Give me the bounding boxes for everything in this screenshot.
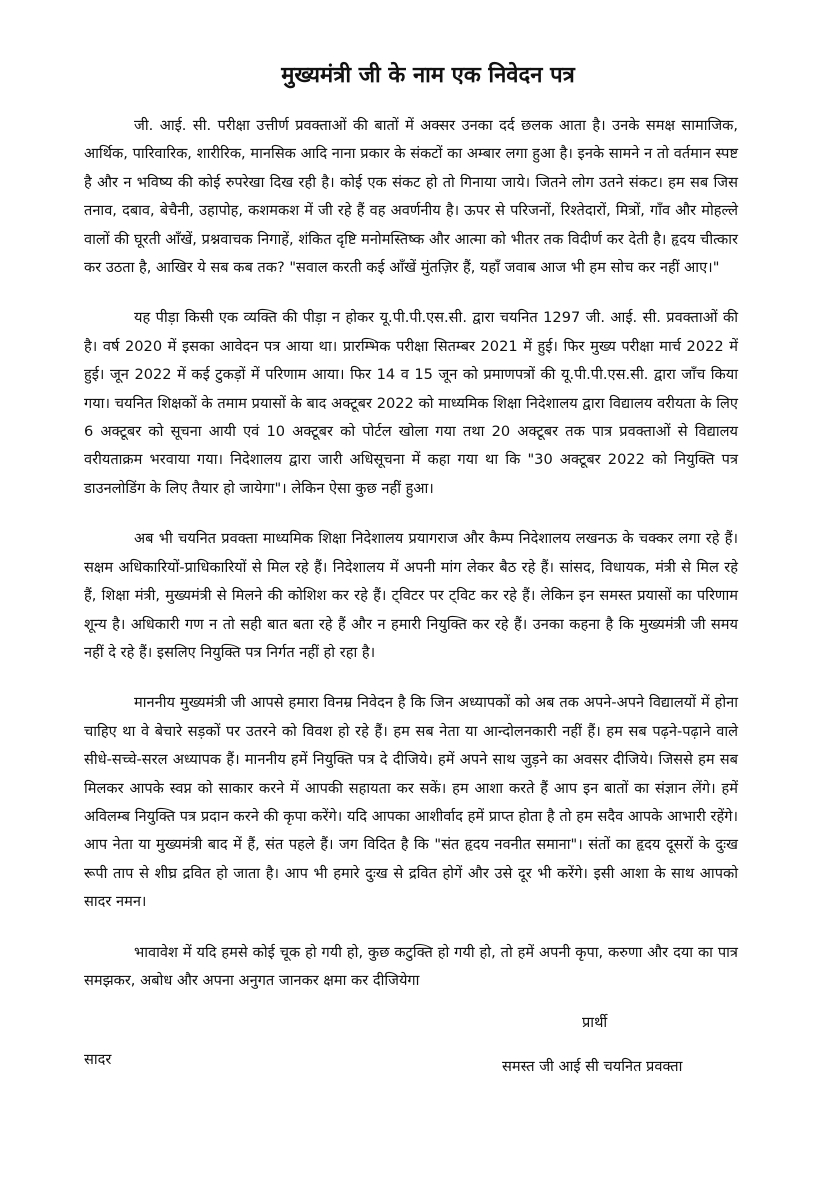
paragraph-1: जी. आई. सी. परीक्षा उत्तीर्ण प्रवक्ताओं की बातों में अक्सर उनका दर्द छलक आता है। उनके समक्ष सामाजिक, आर्थिक, पारिवारिक, शारीरिक, मानसिक आदि नाना प्रकार के संकटों का अम्बार लगा हुआ है। इनके सामने न तो वर्तमान स्पष्ट है और न भविष्य की कोई रुपरेखा दिख रही है। कोई एक संकट हो तो गिनाया जाये। जितने लोग उतने संकट। हम सब जिस तनाव, दबाव, बेचैनी, उहापोह, कशमकश में जी रहे हैं वह अवर्णनीय है। ऊपर से परिजनों, रिश्तेदारों, मित्रों, गाँव और मोहल्ले वालों की घूरती आँखें, प्रश्नवाचक निगाहें, शंकित दृष्टि मनोमस्तिष्क और आत्मा को भीतर तक विदीर्ण कर देती है। हृदय चीत्कार कर उठता है, आखिर ये सब कब तक? "सवाल करती कई आँखें मुंतज़िर हैं, यहाँ जवाब आज भी हम सोच कर नहीं आए।" xyxy=(84,117,738,277)
signature-org: समस्त जी आई सी चयनित प्रवक्ता xyxy=(502,1058,683,1075)
signature-block xyxy=(84,1010,738,1080)
paragraph-3: अब भी चयनित प्रवक्ता माध्यमिक शिक्षा निदेशालय प्रयागराज और कैम्प निदेशालय लखनऊ के चक्कर लगा रहे हैं। सक्षम अधिकारियों-प्राधिकारियों से मिल रहे हैं। निदेशालय में अपनी मांग लेकर बैठ रहे हैं। सांसद, विधायक, मंत्री से मिल रहे हैं, शिक्षा मंत्री, मुख्यमंत्री से मिलने की कोशिश कर रहे हैं। ट्विटर पर ट्विट कर रहे हैं। लेकिन इन समस्त प्रयासों का परिणाम शून्य है। अधिकारी गण न तो सही बात बता रहे हैं और न हमारी नियुक्ति कर रहे हैं। उनका कहना है कि मुख्यमंत्री जी समय नहीं दे रहे हैं। इसलिए नियुक्ति पत्र निर्गत नहीं हो रहा है। xyxy=(84,530,738,661)
paragraph-5: भावावेश में यदि हमसे कोई चूक हो गयी हो, कुछ कटुक्ति हो गयी हो, तो हमें अपनी कृपा, करुणा और दया का पात्र समझकर, अबोध और अपना अनुगत जानकर क्षमा कर दीजियेगा xyxy=(84,943,738,989)
letter-title: मुख्यमंत्री जी के नाम एक निवेदन पत्र xyxy=(281,63,575,88)
paragraph-2: यह पीड़ा किसी एक व्यक्ति की पीड़ा न होकर यू.पी.पी.एस.सी. द्वारा चयनित 1297 जी. आई. सी. प्रवक्ताओं की है। वर्ष 2020 में इसका आवेदन पत्र आया था। प्रारम्भिक परीक्षा सितम्बर 2021 में हुई। फिर मुख्य परीक्षा मार्च 2022 में हुई। जून 2022 में कई टुकड़ों में परिणाम आया। फिर 14 व 15 जून को प्रमाणपत्रों की यू.पी.पी.एस.सी. द्वारा जाँच किया गया। चयनित शिक्षकों के तमाम प्रयासों के बाद अक्टूबर 2022 को माध्यमिक शिक्षा निदेशालय द्वारा विद्यालय वरीयता के लिए 6 अक्टूबर को सूचना आयी एवं 10 अक्टूबर को पोर्टल खोला गया तथा 20 अक्टूबर तक पात्र प्रवक्ताओं से विद्यालय वरीयताक्रम भरवाया गया। निदेशालय द्वारा जारी अधिसूचना में कहा गया था कि "30 अक्टूबर 2022 को नियुक्ति पत्र डाउनलोडिंग के लिए तैयार हो जायेगा"। लेकिन ऐसा कुछ नहीं हुआ। xyxy=(84,309,738,497)
signature-label: प्रार्थी xyxy=(582,1014,608,1031)
paragraph-4: माननीय मुख्यमंत्री जी आपसे हमारा विनम्र निवेदन है कि जिन अध्यापकों को अब तक अपने-अपने विद्यालयों में होना चाहिए था वे बेचारे सड़कों पर उतरने को विवश हो रहे हैं। हम सब नेता या आन्दोलनकारी नहीं हैं। हम सब पढ़ने-पढ़ाने वाले सीधे-सच्चे-सरल अध्यापक हैं। माननीय हमें नियुक्ति पत्र दे दीजिये। हमें अपने साथ जुड़ने का अवसर दीजिये। जिससे हम सब मिलकर आपके स्वप्न को साकार करने में आपकी सहायता कर सकें। हम आशा करते हैं आप इन बातों का संज्ञान लेंगे। हमें अविलम्ब नियुक्ति पत्र प्रदान करने की कृपा करेंगे। यदि आपका आशीर्वाद हमें प्राप्त होता है तो हम सदैव आपके आभारी रहेंगे। आप नेता या मुख्यमंत्री बाद में हैं, संत पहले हैं। जग विदित है कि "संत हृदय नवनीत समाना"। संतों का हृदय दूसरों के दुःख रूपी ताप से शीघ्र द्रवित हो जाता है। आप भी हमारे दुःख से द्रवित होगें और उसे दूर भी करेंगे। इसी आशा के साथ आपको सादर नमन। xyxy=(84,694,738,911)
closing-salutation: सादर xyxy=(84,1051,112,1069)
